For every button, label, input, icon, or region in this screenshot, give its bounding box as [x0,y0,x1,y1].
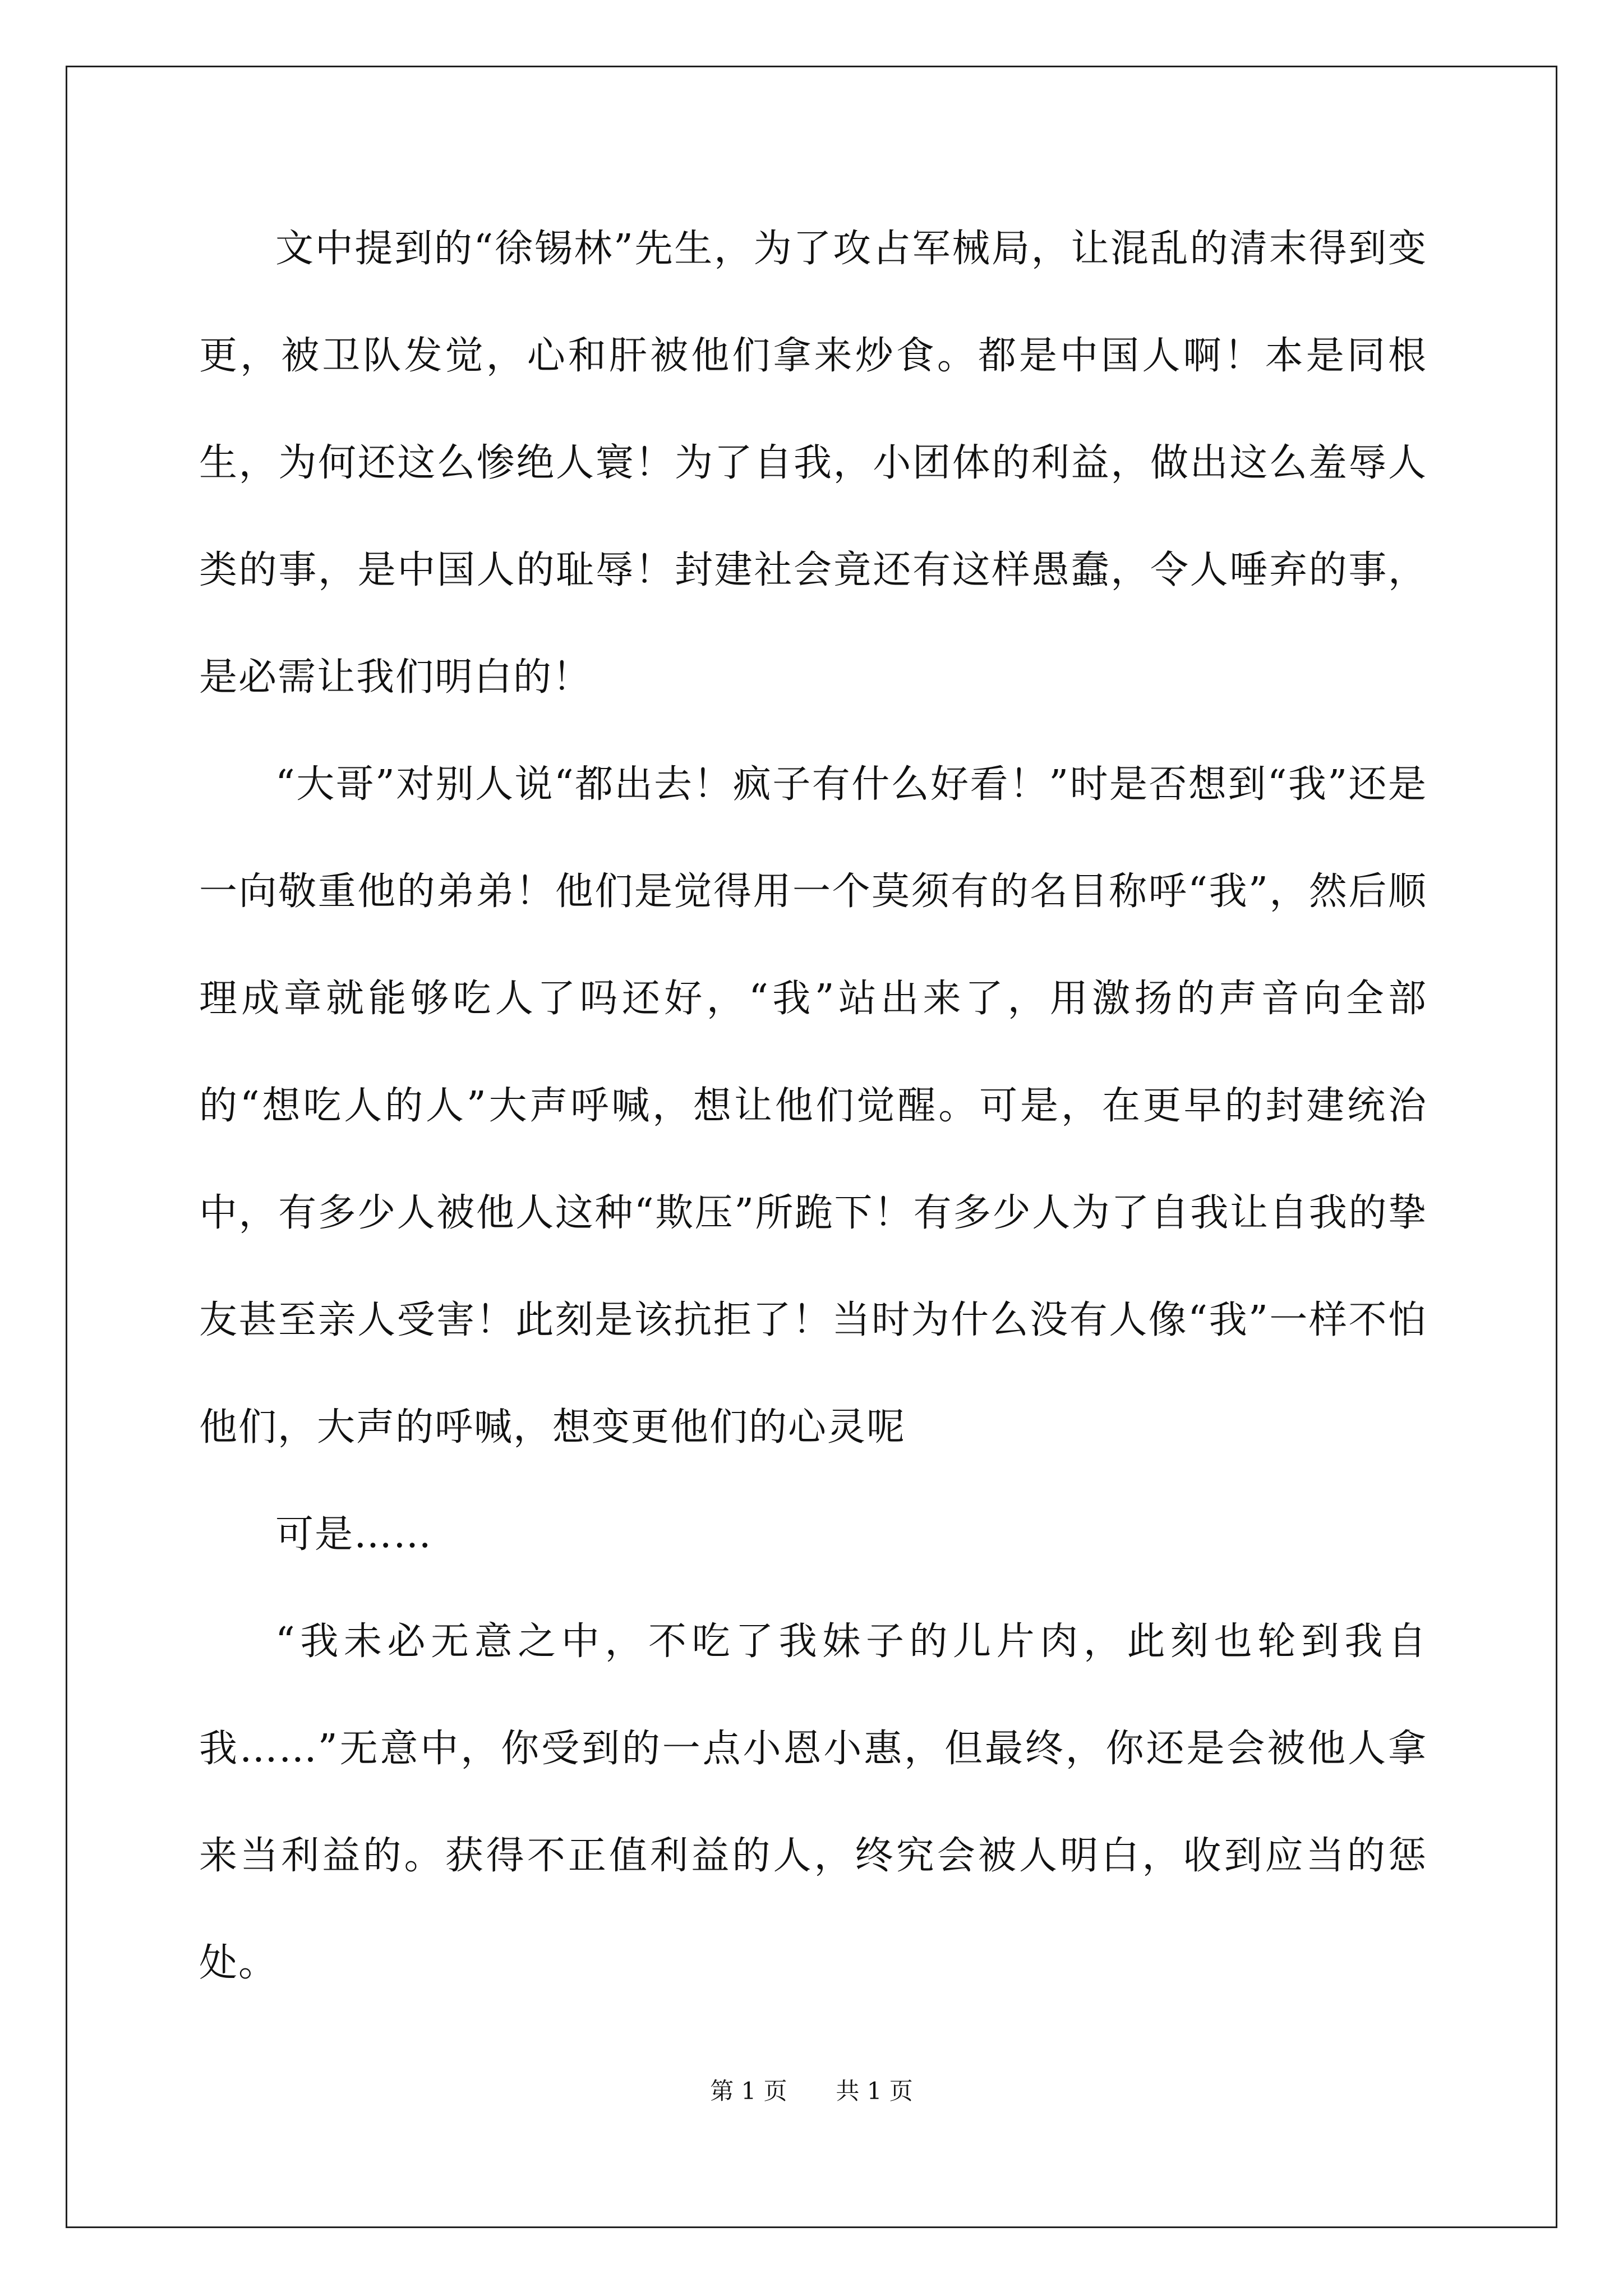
paragraph-4: “我未必无意之中，不吃了我妹子的儿片肉，此刻也轮到我自我……”无意中，你受到的一点小恩小惠，但最终，你还是会被他人拿来当利益的。获得不正值利益的人，终究会被人明白，收到应当的惩处。 [199,1619,1427,1985]
page-number: 第 1 页 [710,2077,787,2105]
page-footer [0,2073,1623,2106]
page-total: 共 1 页 [836,2077,913,2105]
paragraph-1: 文中提到的“徐锡林”先生，为了攻占军械局，让混乱的清末得到变更，被卫队发觉，心和肝被他们拿来炒食。都是中国人啊！本是同根生，为何还这么惨绝人寰！为了自我，小团体的利益，做出这么羞辱人类的事，是中国人的耻辱！封建社会竟还有这样愚蠢，令人唾弃的事，是必需让我们明白的！ [199,227,1427,700]
document-body [199,195,1427,2017]
paragraph-3: 可是…… [275,1512,433,1557]
paragraph-2: “大哥”对别人说“都出去！疯子有什么好看！”时是否想到“我”还是一向敬重他的弟弟！他们是觉得用一个莫须有的名目称呼“我”，然后顺理成章就能够吃人了吗还好，“我”站出来了，用激扬的声音向全部的“想吃人的人”大声呼喊，想让他们觉醒。可是，在更早的封建统治中，有多少人被他人这种“欺压”所跪下！有多少人为了自我让自我的挚友甚至亲人受害！此刻是该抗拒了！当时为什么没有人像“我”一样不怕他们，大声的呼喊，想变更他们的心灵呢 [199,762,1427,1450]
